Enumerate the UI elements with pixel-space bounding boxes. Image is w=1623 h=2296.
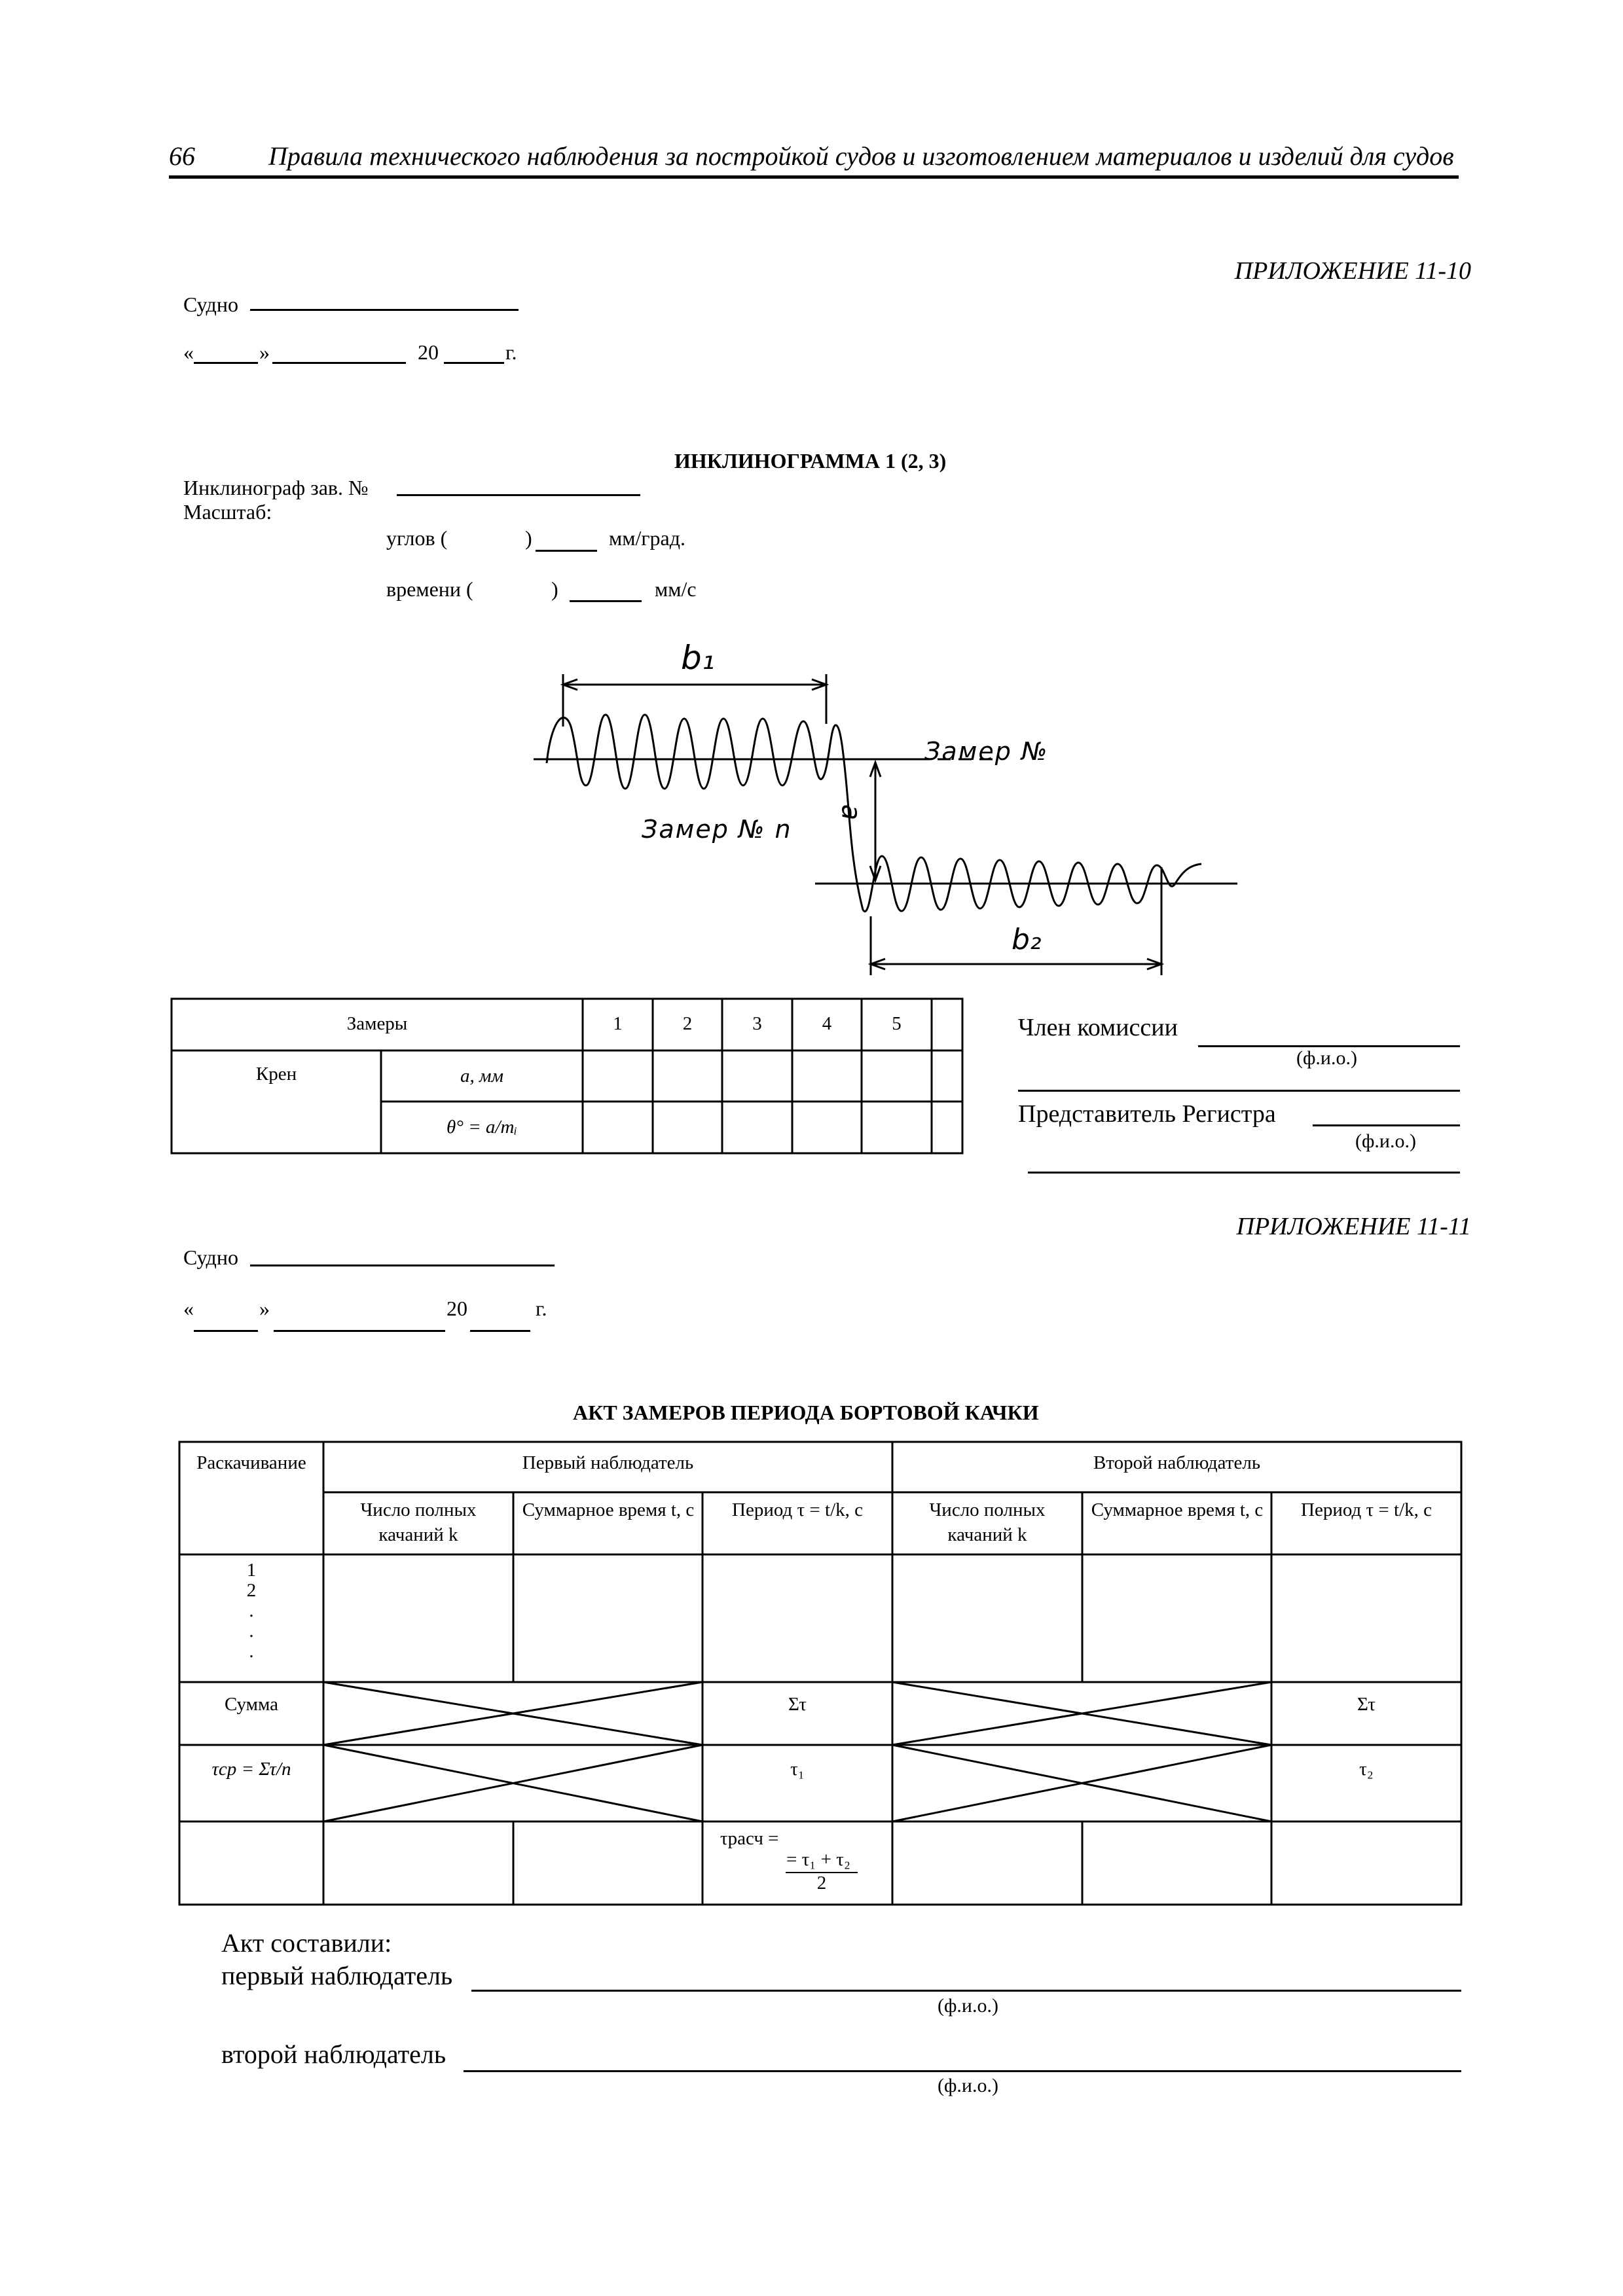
tau-calc-numerator: = τ₁ + τ₂ xyxy=(786,1849,850,1870)
angles-close: ) xyxy=(525,526,532,550)
date-open-quote: « xyxy=(183,340,194,364)
compiled-label: Акт составили: xyxy=(221,1928,392,1958)
appendix-11-10-label: ПРИЛОЖЕНИЕ 11-10 xyxy=(1234,257,1471,285)
date-year-suffix: г. xyxy=(505,340,517,364)
inclinograph-label: Инклинограф зав. № xyxy=(183,476,369,499)
act-date-close-quote: » xyxy=(259,1297,270,1320)
member-hint: (ф.и.о.) xyxy=(1296,1047,1357,1069)
table-col-1: 1 xyxy=(613,1013,623,1034)
sub-time-2: Суммарное время t, с xyxy=(1091,1499,1264,1520)
sub-time-1: Суммарное время t, с xyxy=(522,1499,695,1520)
row-average: τср = Στ/n xyxy=(211,1759,291,1780)
sub-count-2: Число полных качаний k xyxy=(929,1499,1046,1545)
scale-label: Масштаб: xyxy=(183,500,272,524)
member-label: Член комиссии xyxy=(1018,1014,1178,1041)
avg-tau-2: τ₂ xyxy=(1359,1759,1374,1780)
label-measure-n: Замер № n xyxy=(642,815,792,844)
angles-open: углов ( xyxy=(386,526,448,550)
label-a: a xyxy=(835,804,866,821)
act-date-year-prefix: 20 xyxy=(447,1297,467,1320)
act-date-open-quote: « xyxy=(183,1297,194,1320)
table-row-heel: Крен xyxy=(255,1064,297,1085)
table-header-measures: Замеры xyxy=(346,1013,408,1034)
time-unit: мм/с xyxy=(655,577,697,601)
first-observer-hint: (ф.и.о.) xyxy=(938,1995,998,2017)
table-col-2: 2 xyxy=(682,1013,693,1034)
tau-calc-denominator: 2 xyxy=(816,1873,827,1893)
sub-count-1: Число полных качаний k xyxy=(360,1499,477,1545)
second-observer-label: второй наблюдатель xyxy=(221,2039,447,2069)
running-title: Правила технического наблюдения за постройкой судов и изготовлением материалов и изделий для судов xyxy=(268,141,1454,171)
label-b2: b₂ xyxy=(1012,923,1042,956)
ship-label: Судно xyxy=(183,293,238,316)
first-observer-label: первый наблюдатель xyxy=(221,1961,453,1990)
second-observer-field[interactable] xyxy=(464,2070,1461,2072)
sub-period-1: Период τ = t/k, с xyxy=(732,1499,863,1520)
sum-sigma-tau-2: Στ xyxy=(1357,1694,1376,1715)
table-row-a: a, мм xyxy=(460,1066,503,1086)
label-measure: Замер № xyxy=(924,737,1049,766)
col-observer-2: Второй наблюдатель xyxy=(1093,1452,1261,1473)
angles-unit: мм/град. xyxy=(609,526,685,550)
register-hint: (ф.и.о.) xyxy=(1355,1130,1416,1152)
appendix-11-11-label: ПРИЛОЖЕНИЕ 11-11 xyxy=(1236,1213,1471,1240)
act-ship-label: Судно xyxy=(183,1246,238,1269)
col-observer-1: Первый наблюдатель xyxy=(522,1452,694,1473)
sum-sigma-tau-1: Στ xyxy=(788,1694,807,1715)
register-label: Представитель Регистра xyxy=(1018,1100,1276,1128)
table-row-theta: θ° = a/mᵢ xyxy=(447,1117,517,1138)
date-year-prefix: 20 xyxy=(418,340,439,364)
row-number-2: 2 xyxy=(246,1580,257,1601)
act-date-year-suffix: г. xyxy=(536,1297,547,1320)
row-number-1: 1 xyxy=(246,1560,257,1581)
act-title: АКТ ЗАМЕРОВ ПЕРИОДА БОРТОВОЙ КАЧКИ xyxy=(573,1401,1039,1424)
row-dot-1: . xyxy=(249,1600,254,1621)
tau-calc-label: τрасч = xyxy=(720,1828,779,1849)
page-number: 66 xyxy=(169,141,195,171)
time-close: ) xyxy=(551,577,558,601)
sub-period-2: Период τ = t/k, с xyxy=(1301,1499,1432,1520)
table-col-4: 4 xyxy=(822,1013,832,1034)
label-b1: b₁ xyxy=(681,639,715,677)
date-close-quote: » xyxy=(259,340,270,364)
table-col-3: 3 xyxy=(752,1013,762,1034)
row-dot-2: . xyxy=(249,1621,254,1641)
table-col-5: 5 xyxy=(892,1013,902,1034)
avg-tau-1: τ₁ xyxy=(790,1759,805,1780)
row-sum: Сумма xyxy=(224,1694,279,1715)
row-dot-3: . xyxy=(249,1641,254,1662)
inclinogram-title: ИНКЛИНОГРАММА 1 (2, 3) xyxy=(674,449,947,473)
col-swing: Раскачивание xyxy=(196,1452,306,1473)
second-observer-hint: (ф.и.о.) xyxy=(938,2075,998,2096)
first-observer-field[interactable] xyxy=(471,1990,1461,1992)
time-open: времени ( xyxy=(386,577,473,601)
